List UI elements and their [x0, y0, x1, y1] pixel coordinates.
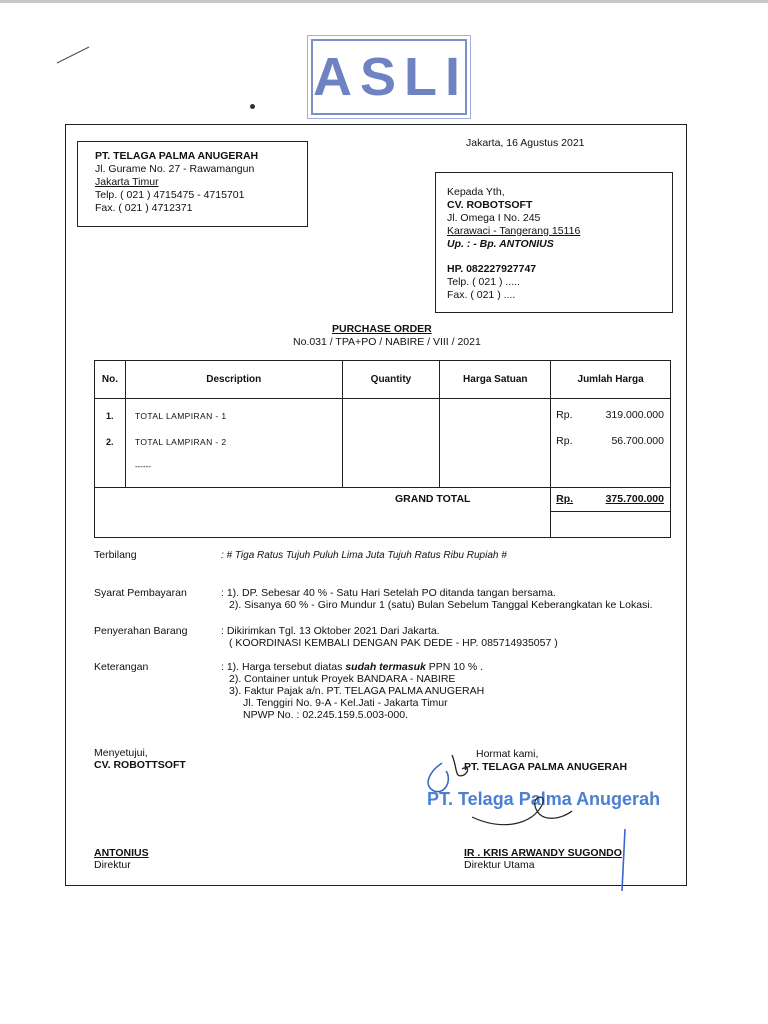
row-amount: 56.700.000 — [611, 435, 664, 447]
grand-total-spacer-row — [95, 512, 671, 538]
document-title: PURCHASE ORDER — [332, 323, 432, 335]
sender-fax: Fax. ( 021 ) 4712371 — [95, 202, 193, 214]
terbilang-value: : # Tiga Ratus Tujuh Puluh Lima Juta Tujuh Ratus Ribu Rupiah # — [221, 550, 507, 561]
grand-total-label-cell — [95, 488, 551, 512]
header-description: Description — [125, 361, 342, 399]
recipient-fax: Fax. ( 021 ) .... — [447, 289, 516, 301]
approval-title: Direktur — [94, 859, 131, 871]
approval-name: ANTONIUS — [94, 847, 149, 859]
recipient-greeting: Kepada Yth, — [447, 186, 505, 198]
po-table — [94, 360, 671, 538]
header-jumlah-harga: Jumlah Harga — [551, 361, 671, 399]
syarat-line-1: : 1). DP. Sebesar 40 % - Satu Hari Setelah PO ditanda tangan bersama. — [221, 587, 556, 599]
po-number: No.031 / TPA+PO / NABIRE / VIII / 2021 — [293, 336, 481, 348]
date-line: Jakarta, 16 Agustus 2021 — [466, 137, 585, 149]
recipient-telp: Telp. ( 021 ) ..... — [447, 276, 520, 288]
recipient-hp: HP. 082227927747 — [447, 263, 537, 275]
header-no: No. — [95, 361, 126, 399]
grand-total-row — [95, 488, 671, 512]
approval-company: CV. ROBOTTSOFT — [94, 759, 186, 771]
row-no: 1. — [106, 411, 114, 421]
table-header-row — [95, 361, 671, 399]
keterangan-line-3c: NPWP No. : 02.245.159.5.003-000. — [243, 709, 408, 721]
syarat-line-2: 2). Sisanya 60 % - Giro Mundur 1 (satu) Bulan Sebelum Tanggal Keberangkatan ke Lokasi. — [229, 599, 653, 611]
terbilang-label: Terbilang — [94, 549, 137, 561]
pen-mark-icon — [55, 44, 95, 66]
sender-company: PT. TELAGA PALMA ANUGERAH — [95, 150, 259, 162]
grand-total-currency: Rp. — [556, 493, 574, 505]
keterangan-line-3b: Jl. Tenggiri No. 9-A - Kel.Jati - Jakarta Timur — [243, 697, 448, 709]
row-no: 2. — [106, 437, 114, 447]
table-body-row — [95, 399, 671, 488]
quantity-cell — [342, 399, 440, 488]
sender-sign-name: IR . KRIS ARWANDY SUGONDO — [464, 847, 622, 859]
penyerahan-label: Penyerahan Barang — [94, 625, 188, 637]
sender-sign-label: Hormat kami, — [476, 748, 539, 760]
scan-edge-line — [0, 0, 768, 3]
keterangan-line-2: 2). Container untuk Proyek BANDARA - NABIRE — [229, 673, 456, 685]
keterangan-line-1: : 1). Harga tersebut diatas sudah termasuk PPN 10 % . — [221, 661, 484, 673]
description-cell — [125, 399, 342, 488]
sender-city: Jakarta Timur — [95, 176, 159, 188]
row-description: TOTAL LAMPIRAN - 2 — [134, 437, 227, 447]
jumlah-cell — [551, 399, 671, 488]
penyerahan-line-2: ( KOORDINASI KEMBALI DENGAN PAK DEDE - HP. 085714935057 ) — [229, 637, 558, 649]
sender-address: Jl. Gurame No. 27 - Rawamangun — [95, 163, 255, 175]
row-filler: ------ — [134, 462, 151, 471]
asli-stamp: ASLI — [311, 39, 467, 115]
sender-box — [77, 141, 308, 227]
sender-telp: Telp. ( 021 ) 4715475 - 4715701 — [95, 189, 245, 201]
signature-scribble-icon — [412, 745, 642, 895]
company-stamp: PT. Telaga Palma Anugerah — [427, 789, 661, 809]
no-cell — [95, 399, 126, 488]
row-description: TOTAL LAMPIRAN - 1 — [134, 411, 227, 421]
grand-total-amount: 375.700.000 — [605, 493, 664, 505]
row-amount: 319.000.000 — [605, 409, 664, 421]
sender-sign-company: PT. TELAGA PALMA ANUGERAH — [464, 761, 628, 773]
grand-total-value-cell — [551, 488, 671, 512]
sender-sign-title: Direktur Utama — [464, 859, 535, 871]
recipient-attn: Up. : - Bp. ANTONIUS — [447, 238, 554, 250]
recipient-address: Jl. Omega I No. 245 — [447, 212, 541, 224]
syarat-label: Syarat Pembayaran — [94, 587, 187, 599]
ink-dot — [250, 104, 255, 109]
approval-label: Menyetujui, — [94, 747, 148, 759]
row-currency: Rp. — [556, 409, 573, 421]
recipient-box — [435, 172, 673, 313]
header-harga-satuan: Harga Satuan — [440, 361, 551, 399]
keterangan-line-3: 3). Faktur Pajak a/n. PT. TELAGA PALMA ANUGERAH — [229, 685, 485, 697]
harga-satuan-cell — [440, 399, 551, 488]
recipient-city: Karawaci - Tangerang 15116 — [447, 225, 581, 237]
header-quantity: Quantity — [342, 361, 440, 399]
keterangan-label: Keterangan — [94, 661, 149, 673]
recipient-company: CV. ROBOTSOFT — [447, 199, 533, 211]
grand-total-label: GRAND TOTAL — [395, 493, 471, 505]
row-currency: Rp. — [556, 435, 573, 447]
penyerahan-line-1: : Dikirimkan Tgl. 13 Oktober 2021 Dari Jakarta. — [221, 625, 440, 637]
